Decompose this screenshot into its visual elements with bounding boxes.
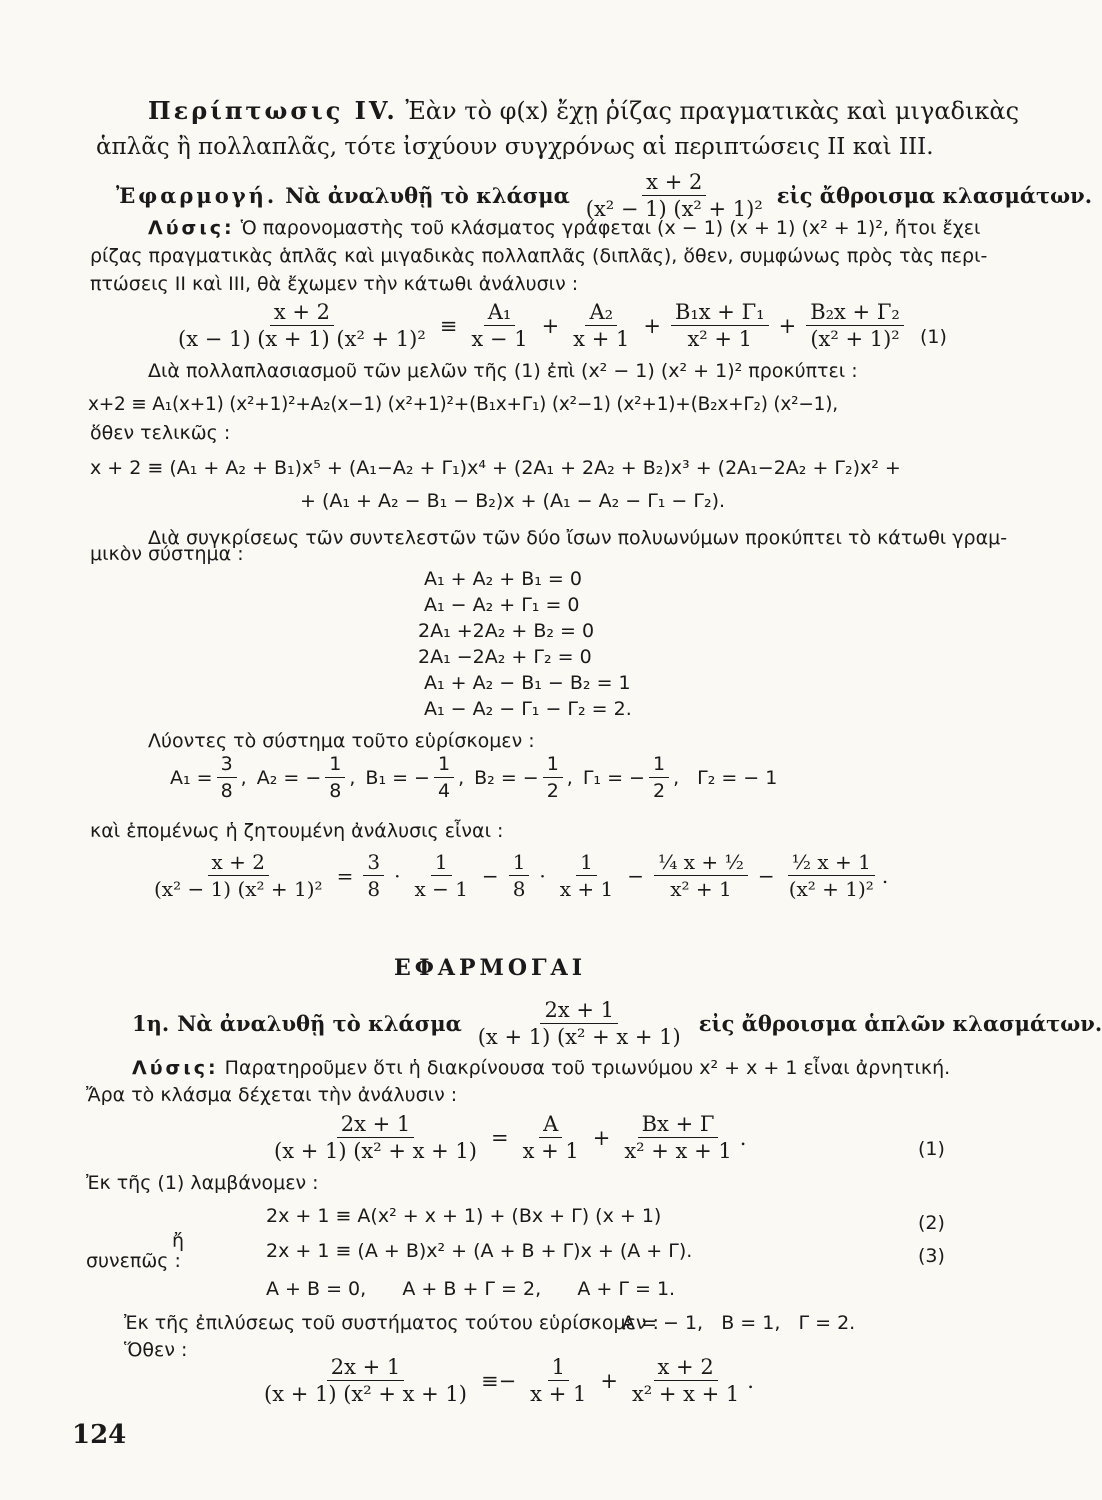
equals-sign: =	[336, 863, 354, 888]
eq1-term4	[806, 300, 904, 351]
eq1-t1-den: x − 1	[471, 327, 528, 351]
period: .	[881, 863, 889, 888]
f4-num: ½ x + 1	[788, 850, 875, 876]
eq2-lhs	[270, 1112, 481, 1163]
id2-number: (2)	[918, 1212, 945, 1234]
result-lhs	[150, 850, 327, 901]
plus-sign: +	[600, 1368, 618, 1393]
system-eq5: A₁ + A₂ − B₁ − B₂ = 1	[424, 672, 631, 694]
result-f4	[785, 850, 878, 901]
value-b2-label: B₂ = −	[474, 766, 539, 789]
eq1-lhs	[174, 300, 430, 351]
result-lhs-den: (x² − 1) (x² + 1)²	[154, 877, 323, 901]
compare-line2: μικὸν σύστημα :	[90, 543, 244, 565]
final-t2-den: x² + x + 1	[631, 1382, 740, 1406]
result-c2	[509, 850, 530, 901]
therefore-text: καὶ ἑπομένως ἡ ζητουμένη ἀνάλυσις εἶναι :	[90, 820, 504, 842]
example-frac-num: x + 2	[642, 170, 706, 196]
consequently-text: συνεπῶς :	[86, 1250, 181, 1272]
hence-text: Ὅθεν :	[124, 1339, 188, 1361]
multiplication-text: Διὰ πολλαπλασιασμοῦ τῶν μελῶν τῆς (1) ἐπὶ (x² − 1) (x² + 1)² προκύπτει :	[148, 360, 858, 382]
eq1-t4-den: (x² + 1)²	[810, 327, 900, 351]
exercise-1-label: 1η.	[132, 1011, 170, 1036]
final-lhs-num: 2x + 1	[327, 1355, 405, 1381]
value-a2-label: A₂ = −	[256, 766, 322, 789]
from1-text: Ἐκ τῆς (1) λαμβάνομεν :	[86, 1172, 319, 1194]
exercise-1-line	[132, 998, 1102, 1049]
plus-sign: +	[592, 1125, 611, 1150]
example-fraction	[582, 170, 767, 221]
system-eq6: A₁ − A₂ − Γ₁ − Γ₂ = 2.	[424, 698, 632, 720]
a2-num: 1	[325, 752, 345, 778]
exercise-1-text: Νὰ ἀναλυθῇ τὸ κλάσμα	[177, 1011, 462, 1036]
final-term1	[526, 1355, 590, 1406]
b1-num: 1	[434, 752, 454, 778]
ex1-frac-den: (x + 1) (x² + x + 1)	[477, 1025, 681, 1049]
value-g1	[649, 752, 669, 803]
eq1-relation: ≡	[439, 313, 458, 338]
c1-den: 8	[367, 877, 381, 901]
comma: ,	[673, 766, 680, 789]
b1-den: 4	[437, 780, 451, 802]
value-a1	[217, 752, 237, 803]
value-b1	[434, 752, 454, 803]
comma: ,	[349, 766, 356, 789]
c2-num: 1	[509, 850, 530, 876]
eq2-term1	[519, 1112, 583, 1163]
result-f3	[654, 850, 748, 901]
eq1-term3	[671, 300, 769, 351]
plus-sign: +	[643, 313, 661, 338]
eq2-t2-den: x² + x + 1	[624, 1139, 732, 1163]
solution-line3: πτώσεις II καὶ III, θὰ ἔχωμεν τὴν κάτωθι ἀνάλυσιν :	[90, 273, 579, 295]
section-title: ΕΦΑΡΜΟΓΑΙ	[393, 955, 587, 981]
identity-2: 2x + 1 ≡ A(x² + x + 1) + (Bx + Γ) (x + 1)	[266, 1205, 662, 1227]
system-eq3: 2A₁ +2A₂ + B₂ = 0	[418, 620, 595, 642]
result-f2	[556, 850, 617, 901]
result-equation	[146, 850, 888, 901]
eq1-t3-num: B₁x + Γ₁	[671, 300, 769, 326]
example-text: Νὰ ἀναλυθῇ τὸ κλάσμα	[285, 183, 570, 208]
eq1-t1-num: A₁	[484, 300, 516, 326]
solution2-line1	[132, 1055, 950, 1081]
final-lhs	[260, 1355, 471, 1406]
id3-number: (3)	[918, 1245, 945, 1267]
solution2-text1: Παρατηροῦμεν ὅτι ἡ διακρίνουσα τοῦ τριωνύμου x² + x + 1 εἶναι ἀρνητική.	[224, 1057, 951, 1079]
finally-text: ὅθεν τελικῶς :	[90, 422, 231, 444]
g1-den: 2	[652, 780, 666, 802]
eq1-t4-num: B₂x + Γ₂	[806, 300, 904, 326]
expanded-line2: + (A₁ + A₂ − B₁ − B₂)x + (A₁ − A₂ − Γ₁ − Γ₂).	[300, 490, 726, 512]
example-frac-den: (x² − 1) (x² + 1)²	[585, 197, 763, 221]
final-lhs-den: (x + 1) (x² + x + 1)	[264, 1382, 467, 1406]
example-tail: εἰς ἄθροισμα κλασμάτων.	[776, 183, 1093, 208]
result-lhs-num: x + 2	[208, 850, 269, 876]
solution-values: A = − 1, B = 1, Γ = 2.	[622, 1312, 856, 1334]
system-eq1: A₁ + A₂ + B₁ = 0	[424, 568, 582, 590]
compare-line1: Διὰ συγκρίσεως τῶν συντελεστῶν τῶν δύο ἴσων πολυωνύμων προκύπτει τὸ κάτωθι γραμ-	[148, 527, 1008, 549]
period: .	[747, 1368, 754, 1393]
identity-sign: ≡−	[480, 1368, 517, 1393]
solution2-line2: Ἄρα τὸ κλάσμα δέχεται τὴν ἀνάλυσιν :	[86, 1084, 458, 1106]
f3-num: ¼ x + ½	[654, 850, 748, 876]
a1-den: 8	[220, 780, 233, 802]
dot-sign: ·	[539, 863, 546, 888]
f2-den: x + 1	[559, 877, 614, 901]
g1-num: 1	[649, 752, 669, 778]
final-t1-num: 1	[548, 1355, 569, 1381]
case-line2: ἁπλᾶς ἢ πολλαπλᾶς, τότε ἰσχύουν συγχρόνως αἱ περιπτώσεις II καὶ III.	[96, 134, 934, 160]
system-eq4: 2A₁ −2A₂ + Γ₂ = 0	[418, 646, 592, 668]
solution-label: Λύσις:	[148, 217, 235, 239]
eq2-term2	[620, 1112, 735, 1163]
b2-den: 2	[546, 780, 559, 802]
f1-den: x − 1	[414, 877, 468, 901]
identity-line: x+2 ≡ A₁(x+1) (x²+1)²+A₂(x−1) (x²+1)²+(B₁x+Γ₁) (x²−1) (x²+1)+(B₂x+Γ₂) (x²−1),	[88, 394, 838, 415]
solution2-label: Λύσις:	[132, 1057, 219, 1079]
f2-num: 1	[576, 850, 597, 876]
exercise-1-tail: εἰς ἄθροισμα ἁπλῶν κλασμάτων.	[698, 1011, 1102, 1036]
final-term2	[628, 1355, 743, 1406]
value-b1-label: B₁ = −	[365, 766, 430, 789]
minus-sign: −	[627, 863, 645, 888]
dot-sign: ·	[394, 863, 401, 888]
period: .	[739, 1125, 747, 1150]
comma: ,	[458, 766, 465, 789]
a1-num: 3	[217, 752, 237, 778]
final-t2-num: x + 2	[654, 1355, 718, 1381]
minus-sign: −	[481, 863, 499, 888]
equation-1	[170, 300, 908, 351]
case-line1: Ἐὰν τὸ φ(x) ἔχῃ ῥίζας πραγματικὰς καὶ μιγαδικὰς	[405, 97, 1020, 125]
page-number: 124	[72, 1420, 127, 1450]
value-g2: Γ₂ = − 1	[697, 766, 778, 789]
eq1-term1	[467, 300, 531, 351]
minus-sign: −	[757, 863, 775, 888]
case-heading	[148, 95, 1019, 127]
value-a2	[325, 752, 345, 803]
equals-sign: =	[490, 1125, 509, 1150]
c2-den: 8	[512, 877, 526, 901]
solution-line1	[148, 215, 980, 241]
ex1-frac-num: 2x + 1	[540, 998, 618, 1024]
eq2-t2-num: Bx + Γ	[638, 1112, 719, 1138]
plus-sign: +	[778, 313, 797, 338]
or-text: ἤ	[172, 1230, 185, 1252]
eq1-lhs-den: (x − 1) (x + 1) (x² + 1)²	[178, 327, 426, 351]
eq2-lhs-num: 2x + 1	[337, 1112, 415, 1138]
values-line	[170, 752, 777, 803]
plus-sign: +	[541, 313, 560, 338]
result-c1	[363, 850, 384, 901]
system-2: A + B = 0, A + B + Γ = 2, A + Γ = 1.	[266, 1278, 676, 1300]
from-solution-text: Ἐκ τῆς ἐπιλύσεως τοῦ συστήματος τούτου εὑρίσκομεν :	[124, 1312, 659, 1334]
eq1-term2	[569, 300, 633, 351]
eq2-lhs-den: (x + 1) (x² + x + 1)	[274, 1139, 477, 1163]
final-equation	[256, 1355, 754, 1406]
system-eq2: A₁ − A₂ + Γ₁ = 0	[424, 594, 580, 616]
eq2-number: (1)	[918, 1138, 945, 1160]
eq1-t3-den: x² + 1	[687, 327, 753, 351]
example-label: Ἐφαρμογή.	[116, 183, 278, 208]
case-label: Περίπτωσις IV.	[148, 96, 398, 125]
comma: ,	[240, 766, 247, 789]
solution-text1: Ὁ παρονομαστὴς τοῦ κλάσματος γράφεται (x − 1) (x + 1) (x² + 1)², ἤτοι ἔχει	[240, 217, 981, 239]
f1-num: 1	[431, 850, 452, 876]
eq1-t2-num: A₂	[585, 300, 617, 326]
value-a1-label: A₁ =	[170, 766, 213, 789]
expanded-line1: x + 2 ≡ (A₁ + A₂ + B₁)x⁵ + (A₁−A₂ + Γ₁)x⁴ + (2A₁ + 2A₂ + B₂)x³ + (2A₁−2A₂ + Γ₂)x² +	[90, 457, 901, 479]
exercise-1-fraction	[474, 998, 685, 1049]
eq1-number: (1)	[920, 326, 947, 348]
comma: ,	[566, 766, 573, 789]
final-t1-den: x + 1	[530, 1382, 587, 1406]
a2-den: 8	[329, 780, 342, 802]
f4-den: (x² + 1)²	[788, 877, 874, 901]
equation-2	[266, 1112, 746, 1163]
value-b2	[543, 752, 563, 803]
solution-line2: ρίζας πραγματικὰς ἁπλᾶς καὶ μιγαδικὰς πολλαπλᾶς (διπλᾶς), ὅθεν, συμφώνως πρὸς τὰς περι-	[90, 245, 988, 267]
result-f1	[410, 850, 471, 901]
f3-den: x² + 1	[670, 877, 732, 901]
c1-num: 3	[363, 850, 384, 876]
eq2-t1-num: A	[539, 1112, 562, 1138]
eq2-t1-den: x + 1	[522, 1139, 579, 1163]
b2-num: 1	[543, 752, 563, 778]
eq1-t2-den: x + 1	[573, 327, 630, 351]
solving-text: Λύοντες τὸ σύστημα τοῦτο εὑρίσκομεν :	[148, 730, 535, 752]
eq1-lhs-num: x + 2	[270, 300, 334, 326]
example-line	[116, 170, 1092, 221]
value-g1-label: Γ₁ = −	[582, 766, 645, 789]
identity-3: 2x + 1 ≡ (A + B)x² + (A + B + Γ)x + (A + Γ).	[266, 1240, 693, 1262]
